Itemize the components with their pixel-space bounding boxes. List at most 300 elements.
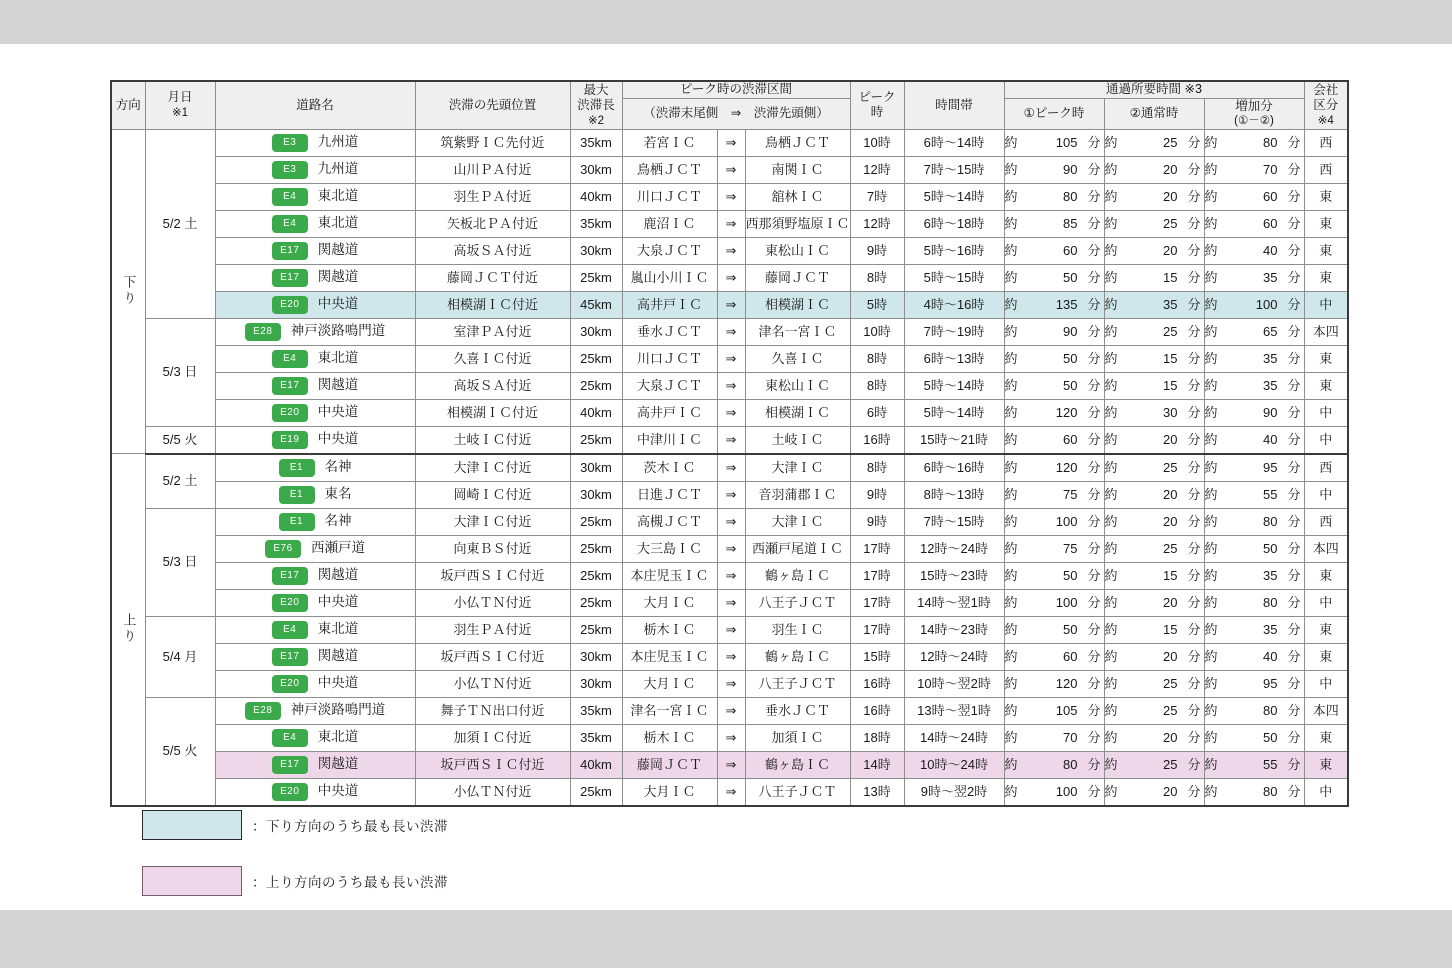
header-direction: 方向 xyxy=(111,81,145,129)
arrow-icon: ⇒ xyxy=(717,562,745,589)
header-head-position: 渋滞の先頭位置 xyxy=(415,81,570,129)
peak-hour: 16時 xyxy=(850,697,904,724)
peak-hour: 8時 xyxy=(850,345,904,372)
road-name-label: 関越道 xyxy=(317,377,359,393)
company-code: 東 xyxy=(1304,264,1348,291)
time-band: 12時～24時 xyxy=(904,535,1004,562)
arrow-icon: ⇒ xyxy=(717,697,745,724)
congestion-head-position: 山川ＰＡ付近 xyxy=(415,156,570,183)
header-max-length xyxy=(570,81,622,129)
peak-hour: 9時 xyxy=(850,481,904,508)
congestion-head-position: 大津ＩＣ付近 xyxy=(415,454,570,482)
company-code: 中 xyxy=(1304,778,1348,806)
section-from: 垂水ＪＣＴ xyxy=(622,318,717,345)
travel-time-normal: 約 20 分 xyxy=(1104,589,1204,616)
section-from: 大月ＩＣ xyxy=(622,778,717,806)
travel-time-normal: 約 25 分 xyxy=(1104,670,1204,697)
road-cell xyxy=(215,237,415,264)
congestion-head-position: 小仏ＴＮ付近 xyxy=(415,589,570,616)
header-peak-time-sub: 時 xyxy=(870,105,884,120)
time-band: 14時～24時 xyxy=(904,724,1004,751)
company-code: 西 xyxy=(1304,454,1348,482)
road-name-label: 名神 xyxy=(324,459,352,475)
company-code: 中 xyxy=(1304,291,1348,318)
travel-time-normal: 約 20 分 xyxy=(1104,156,1204,183)
header-date-main: 月日 xyxy=(167,90,193,105)
section-from: 大泉ＪＣＴ xyxy=(622,372,717,399)
time-band: 7時～15時 xyxy=(904,156,1004,183)
travel-time-normal: 約 25 分 xyxy=(1104,454,1204,482)
arrow-icon: ⇒ xyxy=(717,156,745,183)
travel-time-peak: 約 50 分 xyxy=(1004,562,1104,589)
road-cell xyxy=(215,535,415,562)
bottom-frame-band xyxy=(0,910,1452,968)
route-badge-icon: E17 xyxy=(272,567,308,585)
section-to: 八王子ＪＣＴ xyxy=(745,670,850,697)
section-from: 鹿沼ＩＣ xyxy=(622,210,717,237)
peak-hour: 12時 xyxy=(850,156,904,183)
travel-time-delta: 約 35 分 xyxy=(1204,616,1304,643)
travel-time-normal: 約 15 分 xyxy=(1104,345,1204,372)
travel-time-delta: 約 35 分 xyxy=(1204,345,1304,372)
travel-time-delta: 約 55 分 xyxy=(1204,751,1304,778)
section-to: 鳥栖ＪＣＴ xyxy=(745,129,850,156)
travel-time-peak: 約 60 分 xyxy=(1004,426,1104,454)
header-peak-section-sub: （渋滞末尾側 ⇒ 渋滞先頭側） xyxy=(622,98,850,129)
route-badge-icon: E1 xyxy=(279,513,315,531)
road-name-label: 東北道 xyxy=(317,188,359,204)
peak-hour: 8時 xyxy=(850,454,904,482)
max-congestion-length: 35km xyxy=(570,724,622,751)
max-congestion-length: 35km xyxy=(570,129,622,156)
road-name-label: 中央道 xyxy=(317,404,359,420)
congestion-head-position: 坂戸西ＳＩＣ付近 xyxy=(415,751,570,778)
road-cell xyxy=(215,724,415,751)
direction-cell: 上り xyxy=(111,454,145,806)
company-code: 中 xyxy=(1304,426,1348,454)
date-cell: 5/2 土 xyxy=(145,129,215,318)
max-congestion-length: 30km xyxy=(570,318,622,345)
arrow-icon: ⇒ xyxy=(717,399,745,426)
road-name-label: 東名 xyxy=(324,486,352,502)
travel-time-delta: 約 35 分 xyxy=(1204,562,1304,589)
table-header xyxy=(111,81,1348,129)
road-name-label: 関越道 xyxy=(317,269,359,285)
header-peak-time-main: ピーク xyxy=(858,89,896,104)
congestion-head-position: 舞子ＴＮ出口付近 xyxy=(415,697,570,724)
congestion-head-position: 大津ＩＣ付近 xyxy=(415,508,570,535)
header-company-sub: 区分 xyxy=(1313,98,1339,113)
header-date xyxy=(145,81,215,129)
peak-hour: 16時 xyxy=(850,670,904,697)
company-code: 本四 xyxy=(1304,697,1348,724)
peak-hour: 17時 xyxy=(850,589,904,616)
max-congestion-length: 35km xyxy=(570,210,622,237)
max-congestion-length: 25km xyxy=(570,616,622,643)
route-badge-icon: E4 xyxy=(272,215,308,233)
route-badge-icon: E4 xyxy=(272,350,308,368)
date-cell: 5/2 土 xyxy=(145,454,215,509)
congestion-head-position: 小仏ＴＮ付近 xyxy=(415,778,570,806)
congestion-head-position: 加須ＩＣ付近 xyxy=(415,724,570,751)
route-badge-icon: E76 xyxy=(265,540,301,558)
peak-hour: 9時 xyxy=(850,508,904,535)
road-name-label: 関越道 xyxy=(317,648,359,664)
road-name-label: 神戸淡路鳴門道 xyxy=(290,323,386,339)
road-name-label: 中央道 xyxy=(317,675,359,691)
road-cell xyxy=(215,426,415,454)
section-from: 川口ＪＣＴ xyxy=(622,183,717,210)
road-name-label: 中央道 xyxy=(317,594,359,610)
route-badge-icon: E17 xyxy=(272,242,308,260)
section-to: 八王子ＪＣＴ xyxy=(745,589,850,616)
time-band: 6時～13時 xyxy=(904,345,1004,372)
max-congestion-length: 30km xyxy=(570,643,622,670)
section-to: 東松山ＩＣ xyxy=(745,237,850,264)
arrow-icon: ⇒ xyxy=(717,616,745,643)
header-travel-time: 通過所要時間 ※3 xyxy=(1004,81,1304,98)
travel-time-normal: 約 25 分 xyxy=(1104,751,1204,778)
table-row xyxy=(111,372,1348,399)
travel-time-normal: 約 20 分 xyxy=(1104,183,1204,210)
peak-hour: 17時 xyxy=(850,535,904,562)
section-to: 久喜ＩＣ xyxy=(745,345,850,372)
congestion-head-position: 高坂ＳＡ付近 xyxy=(415,237,570,264)
peak-hour: 7時 xyxy=(850,183,904,210)
route-badge-icon: E3 xyxy=(272,161,308,179)
max-congestion-length: 25km xyxy=(570,562,622,589)
travel-time-normal: 約 15 分 xyxy=(1104,372,1204,399)
arrow-icon: ⇒ xyxy=(717,237,745,264)
table-row xyxy=(111,454,1348,482)
section-to: 加須ＩＣ xyxy=(745,724,850,751)
route-badge-icon: E3 xyxy=(272,134,308,152)
route-badge-icon: E17 xyxy=(272,269,308,287)
travel-time-normal: 約 15 分 xyxy=(1104,562,1204,589)
company-code: 中 xyxy=(1304,481,1348,508)
max-congestion-length: 25km xyxy=(570,372,622,399)
max-congestion-length: 30km xyxy=(570,670,622,697)
time-band: 6時～14時 xyxy=(904,129,1004,156)
arrow-icon: ⇒ xyxy=(717,318,745,345)
road-name-label: 西瀬戸道 xyxy=(311,540,365,556)
table-row xyxy=(111,426,1348,454)
company-code: 中 xyxy=(1304,399,1348,426)
congestion-head-position: 土岐ＩＣ付近 xyxy=(415,426,570,454)
header-travel-delta xyxy=(1204,98,1304,129)
travel-time-normal: 約 20 分 xyxy=(1104,481,1204,508)
table-row xyxy=(111,508,1348,535)
travel-time-delta: 約 90 分 xyxy=(1204,399,1304,426)
max-congestion-length: 30km xyxy=(570,481,622,508)
route-badge-icon: E19 xyxy=(272,431,308,449)
travel-time-normal: 約 25 分 xyxy=(1104,129,1204,156)
road-name-label: 関越道 xyxy=(317,567,359,583)
travel-time-peak: 約 50 分 xyxy=(1004,264,1104,291)
max-congestion-length: 30km xyxy=(570,156,622,183)
congestion-head-position: 藤岡ＪＣＴ付近 xyxy=(415,264,570,291)
route-badge-icon: E20 xyxy=(272,594,308,612)
travel-time-peak: 約 120 分 xyxy=(1004,454,1104,482)
travel-time-delta: 約 35 分 xyxy=(1204,264,1304,291)
section-from: 津名一宮ＩＣ xyxy=(622,697,717,724)
arrow-icon: ⇒ xyxy=(717,210,745,237)
travel-time-normal: 約 25 分 xyxy=(1104,535,1204,562)
table-row xyxy=(111,183,1348,210)
header-peak-time xyxy=(850,81,904,129)
peak-hour: 16時 xyxy=(850,426,904,454)
max-congestion-length: 25km xyxy=(570,426,622,454)
section-to: 大津ＩＣ xyxy=(745,454,850,482)
route-badge-icon: E17 xyxy=(272,756,308,774)
arrow-icon: ⇒ xyxy=(717,535,745,562)
travel-time-normal: 約 20 分 xyxy=(1104,724,1204,751)
travel-time-peak: 約 90 分 xyxy=(1004,156,1104,183)
travel-time-delta: 約 95 分 xyxy=(1204,454,1304,482)
section-from: 中津川ＩＣ xyxy=(622,426,717,454)
header-max-length-note: ※2 xyxy=(587,114,605,127)
section-from: 大泉ＪＣＴ xyxy=(622,237,717,264)
road-cell xyxy=(215,264,415,291)
company-code: 東 xyxy=(1304,751,1348,778)
table-row xyxy=(111,237,1348,264)
time-band: 7時～15時 xyxy=(904,508,1004,535)
travel-time-peak: 約 75 分 xyxy=(1004,535,1104,562)
road-cell xyxy=(215,454,415,482)
road-cell xyxy=(215,183,415,210)
travel-time-normal: 約 25 分 xyxy=(1104,697,1204,724)
travel-time-peak: 約 90 分 xyxy=(1004,318,1104,345)
table-row xyxy=(111,724,1348,751)
road-cell xyxy=(215,562,415,589)
travel-time-peak: 約 70 分 xyxy=(1004,724,1104,751)
route-badge-icon: E17 xyxy=(272,377,308,395)
road-cell xyxy=(215,589,415,616)
max-congestion-length: 40km xyxy=(570,399,622,426)
peak-hour: 10時 xyxy=(850,129,904,156)
route-badge-icon: E1 xyxy=(279,459,315,477)
section-to: 相模湖ＩＣ xyxy=(745,291,850,318)
arrow-icon: ⇒ xyxy=(717,426,745,454)
table-row xyxy=(111,129,1348,156)
time-band: 6時～16時 xyxy=(904,454,1004,482)
travel-time-delta: 約 70 分 xyxy=(1204,156,1304,183)
table-row xyxy=(111,670,1348,697)
legend-label-up: ：上り方向のうち最も長い渋滞 xyxy=(252,875,448,890)
travel-time-normal: 約 35 分 xyxy=(1104,291,1204,318)
section-to: 西那須野塩原ＩＣ xyxy=(745,210,850,237)
travel-time-peak: 約 60 分 xyxy=(1004,643,1104,670)
table-row xyxy=(111,264,1348,291)
travel-time-peak: 約 100 分 xyxy=(1004,508,1104,535)
travel-time-normal: 約 15 分 xyxy=(1104,616,1204,643)
peak-hour: 14時 xyxy=(850,751,904,778)
table-row xyxy=(111,751,1348,778)
header-peak-section: ピーク時の渋滞区間 xyxy=(622,81,850,98)
peak-hour: 18時 xyxy=(850,724,904,751)
arrow-icon: ⇒ xyxy=(717,481,745,508)
travel-time-peak: 約 50 分 xyxy=(1004,616,1104,643)
table-row xyxy=(111,481,1348,508)
company-code: 東 xyxy=(1304,237,1348,264)
table-row xyxy=(111,562,1348,589)
peak-hour: 5時 xyxy=(850,291,904,318)
section-from: 日進ＪＣＴ xyxy=(622,481,717,508)
congestion-head-position: 室津ＰＡ付近 xyxy=(415,318,570,345)
time-band: 7時～19時 xyxy=(904,318,1004,345)
date-cell: 5/4 月 xyxy=(145,616,215,697)
arrow-icon: ⇒ xyxy=(717,643,745,670)
travel-time-delta: 約 80 分 xyxy=(1204,129,1304,156)
max-congestion-length: 45km xyxy=(570,291,622,318)
legend-swatch-up xyxy=(142,866,242,896)
arrow-icon: ⇒ xyxy=(717,508,745,535)
header-company-note: ※4 xyxy=(1317,114,1334,127)
travel-time-delta: 約 55 分 xyxy=(1204,481,1304,508)
header-time-band: 時間帯 xyxy=(904,81,1004,129)
road-cell xyxy=(215,156,415,183)
time-band: 15時～21時 xyxy=(904,426,1004,454)
road-cell xyxy=(215,481,415,508)
arrow-icon: ⇒ xyxy=(717,724,745,751)
travel-time-delta: 約 80 分 xyxy=(1204,697,1304,724)
date-cell: 5/3 日 xyxy=(145,318,215,426)
company-code: 中 xyxy=(1304,670,1348,697)
arrow-icon: ⇒ xyxy=(717,264,745,291)
time-band: 9時～翌2時 xyxy=(904,778,1004,806)
road-name-label: 東北道 xyxy=(317,729,359,745)
max-congestion-length: 25km xyxy=(570,264,622,291)
table-row xyxy=(111,535,1348,562)
section-to: 津名一宮ＩＣ xyxy=(745,318,850,345)
peak-hour: 12時 xyxy=(850,210,904,237)
date-cell: 5/5 火 xyxy=(145,426,215,454)
travel-time-normal: 約 20 分 xyxy=(1104,237,1204,264)
peak-hour: 6時 xyxy=(850,399,904,426)
section-from: 大月ＩＣ xyxy=(622,589,717,616)
arrow-icon: ⇒ xyxy=(717,670,745,697)
travel-time-delta: 約 50 分 xyxy=(1204,724,1304,751)
road-cell xyxy=(215,129,415,156)
max-congestion-length: 25km xyxy=(570,778,622,806)
road-name-label: 東北道 xyxy=(317,215,359,231)
congestion-head-position: 岡崎ＩＣ付近 xyxy=(415,481,570,508)
congestion-head-position: 相模湖ＩＣ付近 xyxy=(415,291,570,318)
travel-time-peak: 約 135 分 xyxy=(1004,291,1104,318)
section-from: 高井戸ＩＣ xyxy=(622,291,717,318)
section-to: 鶴ヶ島ＩＣ xyxy=(745,751,850,778)
travel-time-normal: 約 20 分 xyxy=(1104,508,1204,535)
arrow-icon: ⇒ xyxy=(717,372,745,399)
congestion-head-position: 高坂ＳＡ付近 xyxy=(415,372,570,399)
table-row xyxy=(111,345,1348,372)
section-from: 若宮ＩＣ xyxy=(622,129,717,156)
section-to: 南関ＩＣ xyxy=(745,156,850,183)
section-to: 羽生ＩＣ xyxy=(745,616,850,643)
travel-time-peak: 約 80 分 xyxy=(1004,751,1104,778)
company-code: 本四 xyxy=(1304,535,1348,562)
peak-hour: 17時 xyxy=(850,562,904,589)
road-cell xyxy=(215,697,415,724)
header-date-note: ※1 xyxy=(171,106,189,119)
header-road-name: 道路名 xyxy=(215,81,415,129)
road-name-label: 東北道 xyxy=(317,350,359,366)
section-to: 鶴ヶ島ＩＣ xyxy=(745,643,850,670)
congestion-head-position: 相模湖ＩＣ付近 xyxy=(415,399,570,426)
travel-time-peak: 約 60 分 xyxy=(1004,237,1104,264)
route-badge-icon: E20 xyxy=(272,783,308,801)
company-code: 東 xyxy=(1304,616,1348,643)
date-cell: 5/3 日 xyxy=(145,508,215,616)
time-band: 8時～13時 xyxy=(904,481,1004,508)
max-congestion-length: 25km xyxy=(570,508,622,535)
peak-hour: 15時 xyxy=(850,643,904,670)
congestion-head-position: 小仏ＴＮ付近 xyxy=(415,670,570,697)
route-badge-icon: E20 xyxy=(272,404,308,422)
header-company-main: 会社 xyxy=(1313,82,1339,97)
arrow-icon: ⇒ xyxy=(717,751,745,778)
road-cell xyxy=(215,778,415,806)
travel-time-delta: 約 40 分 xyxy=(1204,426,1304,454)
section-to: 藤岡ＪＣＴ xyxy=(745,264,850,291)
time-band: 5時～16時 xyxy=(904,237,1004,264)
company-code: 東 xyxy=(1304,724,1348,751)
road-cell xyxy=(215,670,415,697)
table-row xyxy=(111,778,1348,806)
travel-time-peak: 約 105 分 xyxy=(1004,129,1104,156)
header-travel-normal: ②通常時 xyxy=(1104,98,1204,129)
road-cell xyxy=(215,616,415,643)
header-row-1 xyxy=(111,81,1348,98)
road-name-label: 中央道 xyxy=(317,783,359,799)
road-name-label: 中央道 xyxy=(317,296,359,312)
section-from: 大三島ＩＣ xyxy=(622,535,717,562)
travel-time-normal: 約 25 分 xyxy=(1104,318,1204,345)
table-row xyxy=(111,643,1348,670)
section-from: 嵐山小川ＩＣ xyxy=(622,264,717,291)
time-band: 10時～24時 xyxy=(904,751,1004,778)
peak-hour: 9時 xyxy=(850,237,904,264)
travel-time-peak: 約 120 分 xyxy=(1004,670,1104,697)
travel-time-normal: 約 25 分 xyxy=(1104,210,1204,237)
time-band: 4時～16時 xyxy=(904,291,1004,318)
time-band: 13時～翌1時 xyxy=(904,697,1004,724)
travel-time-delta: 約 95 分 xyxy=(1204,670,1304,697)
header-max-length-sub: 渋滞長 xyxy=(577,98,615,113)
road-name-label: 関越道 xyxy=(317,242,359,258)
company-code: 東 xyxy=(1304,345,1348,372)
company-code: 東 xyxy=(1304,183,1348,210)
route-badge-icon: E4 xyxy=(272,729,308,747)
road-name-label: 中央道 xyxy=(317,431,359,447)
table-row xyxy=(111,291,1348,318)
congestion-head-position: 矢板北ＰＡ付近 xyxy=(415,210,570,237)
max-congestion-length: 25km xyxy=(570,589,622,616)
max-congestion-length: 35km xyxy=(570,697,622,724)
time-band: 10時～翌2時 xyxy=(904,670,1004,697)
company-code: 東 xyxy=(1304,210,1348,237)
max-congestion-length: 30km xyxy=(570,237,622,264)
time-band: 5時～15時 xyxy=(904,264,1004,291)
travel-time-delta: 約 60 分 xyxy=(1204,183,1304,210)
peak-hour: 10時 xyxy=(850,318,904,345)
header-travel-peak: ①ピーク時 xyxy=(1004,98,1104,129)
arrow-icon: ⇒ xyxy=(717,345,745,372)
peak-hour: 13時 xyxy=(850,778,904,806)
route-badge-icon: E4 xyxy=(272,621,308,639)
travel-time-peak: 約 50 分 xyxy=(1004,345,1104,372)
travel-time-delta: 約 50 分 xyxy=(1204,535,1304,562)
